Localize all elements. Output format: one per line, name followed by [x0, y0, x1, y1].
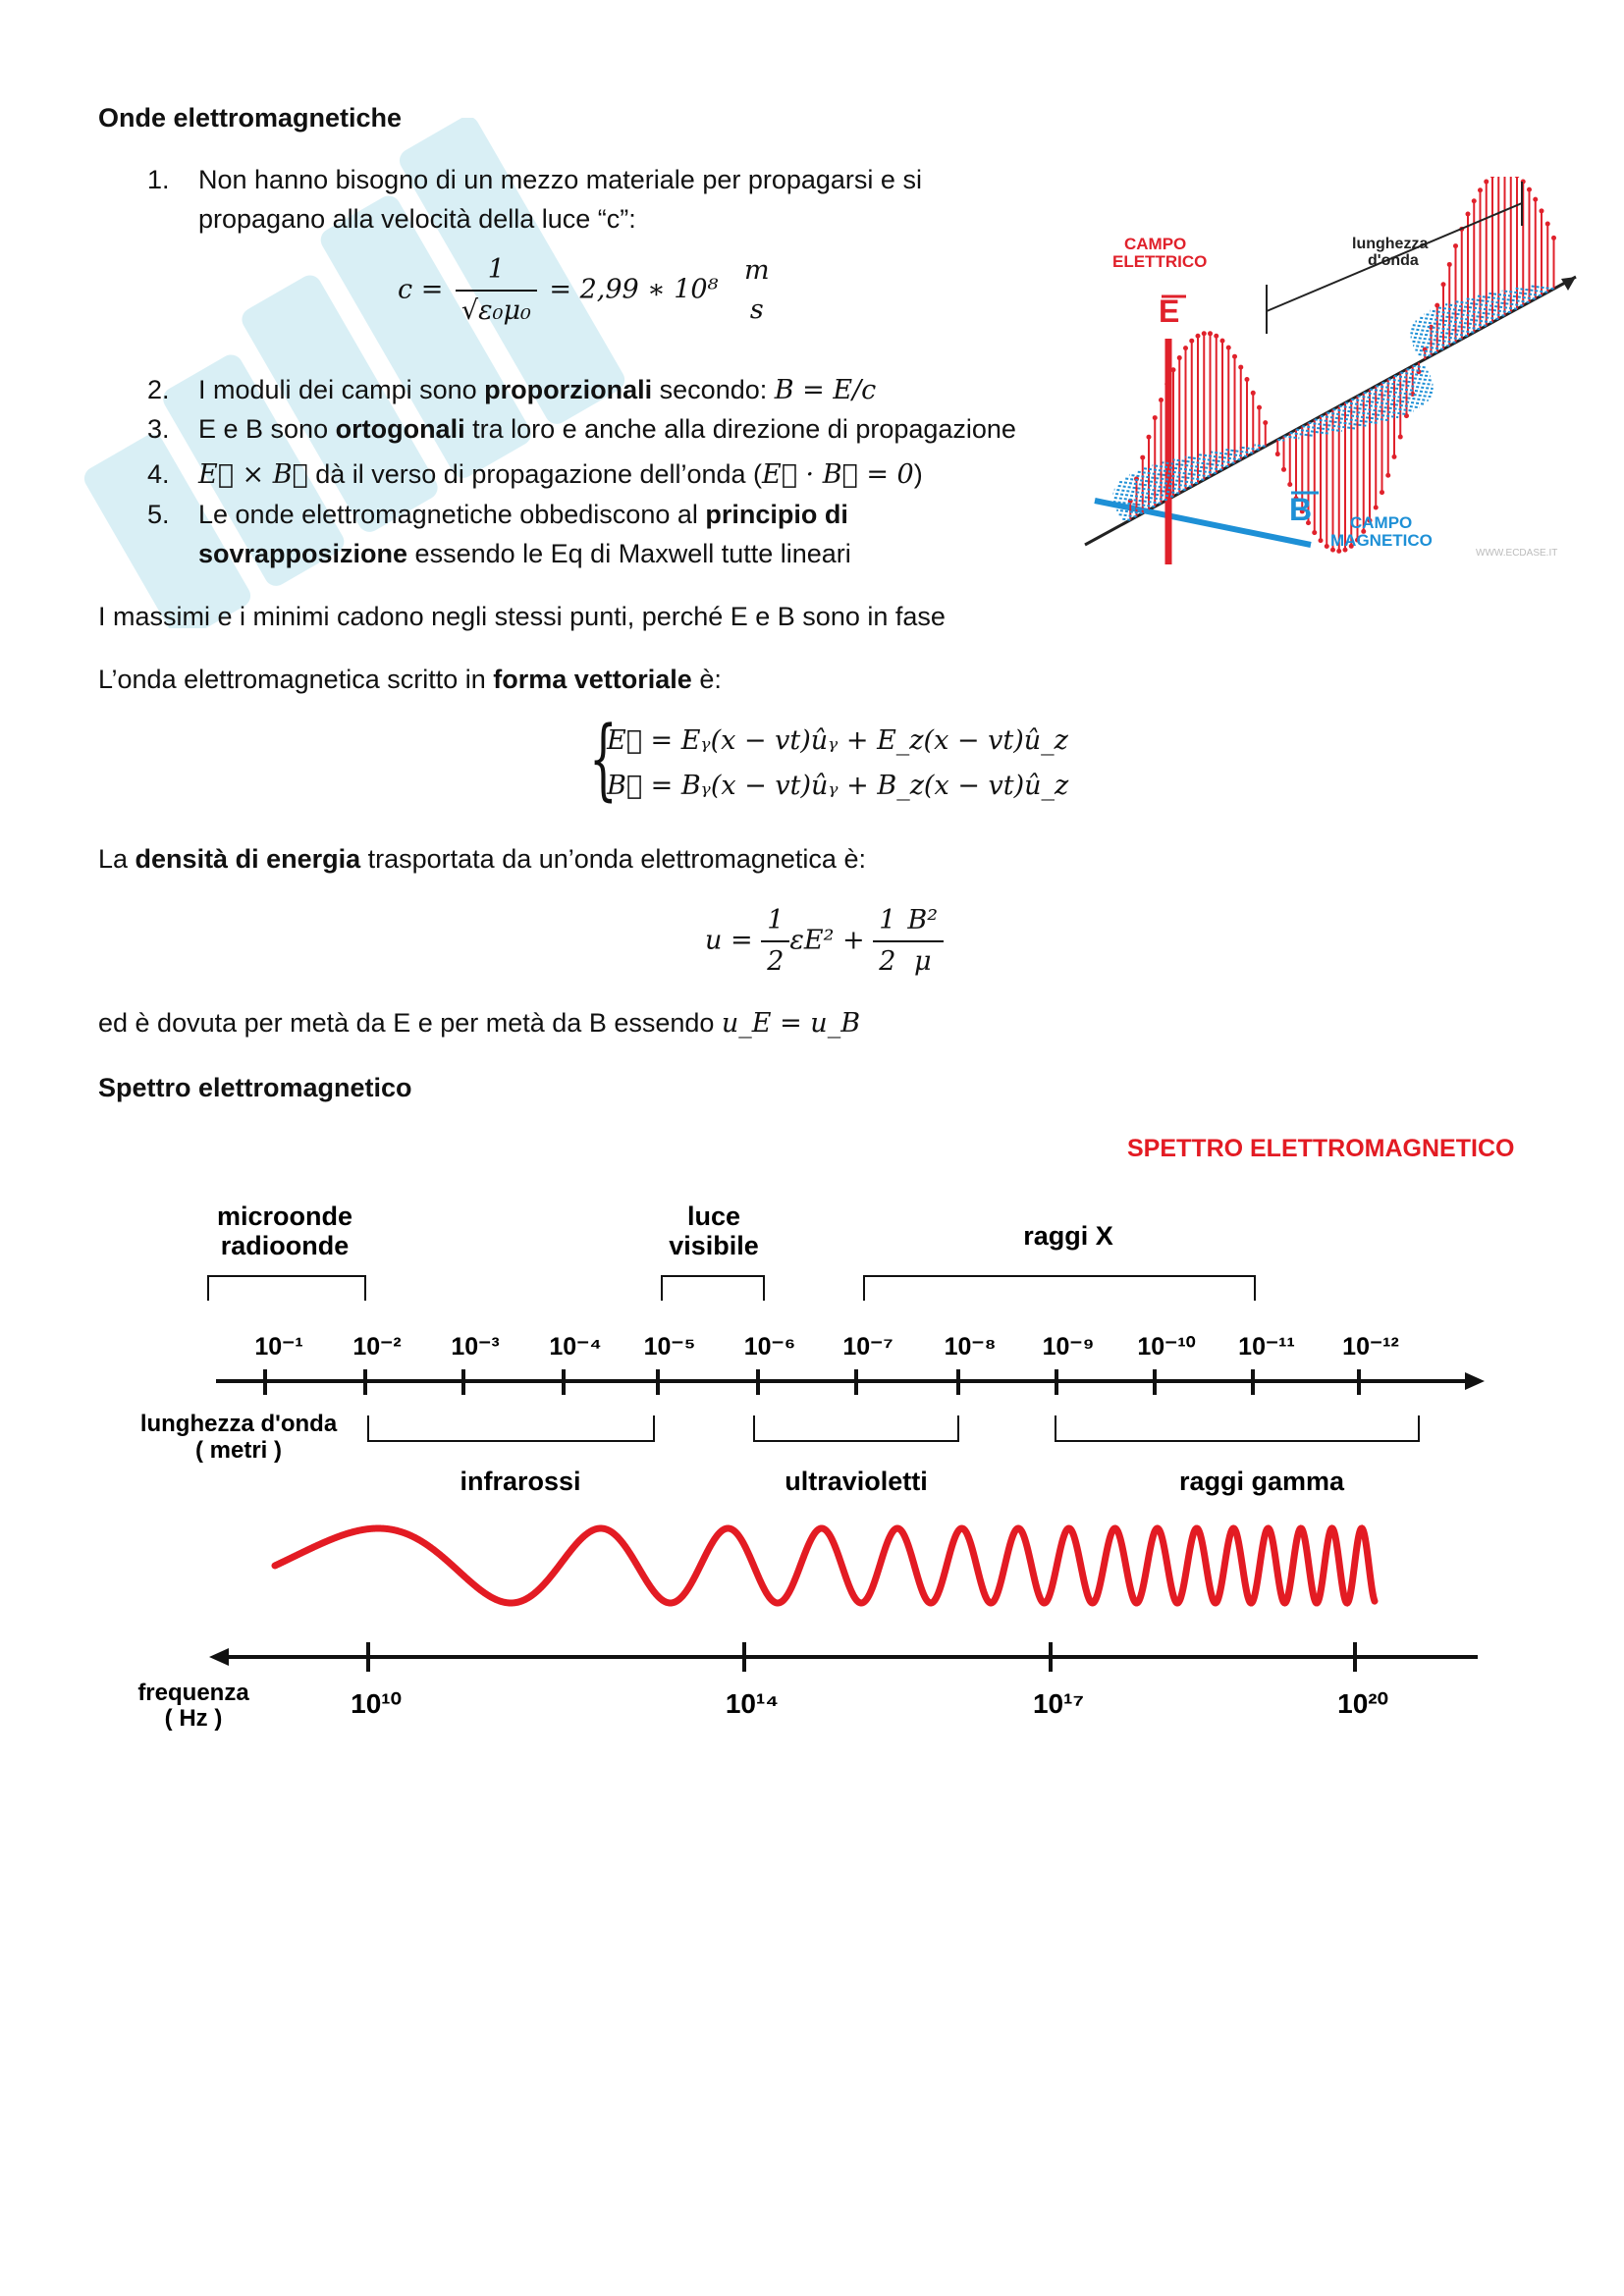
magnetic-vector	[1277, 440, 1284, 441]
campo-magnetico-label: CAMPO	[1350, 513, 1413, 532]
electric-vector-head	[1140, 455, 1145, 460]
group-label-infrarossi: infrarossi	[460, 1467, 581, 1496]
figure-credit: WWW.ECDASE.IT	[1476, 548, 1558, 559]
bracket-luce-visibile	[662, 1276, 764, 1301]
wavelength-tick-label: 10⁻¹²	[1342, 1333, 1399, 1361]
wavelength-tick-label: 10⁻¹¹	[1238, 1333, 1295, 1361]
wavelength-tick-label: 10⁻⁷	[842, 1333, 893, 1361]
wavelength-ticks	[254, 1333, 1399, 1395]
electric-vector-head	[1159, 398, 1164, 402]
energy-equation	[705, 901, 944, 982]
electric-vector-head	[1196, 334, 1201, 339]
wavelength-tick-label: 10⁻¹	[254, 1333, 303, 1361]
fraction-numerator: 1	[873, 901, 901, 942]
magnetic-vector	[1516, 289, 1548, 293]
electric-vector-head	[1385, 473, 1390, 478]
fraction-denominator: 2	[767, 946, 785, 977]
frequency-axis-label: frequenza	[137, 1680, 249, 1706]
text-span: dà il verso di propagazione dell’onda (	[307, 459, 763, 489]
text-span: è:	[691, 665, 722, 694]
em-wave-figure	[1065, 177, 1586, 569]
magnetic-vector	[1413, 366, 1426, 368]
magnetic-vector	[1477, 296, 1530, 302]
electric-vector-head	[1220, 339, 1225, 344]
magnetic-vector	[1415, 321, 1480, 329]
frequency-tick-label: 10²⁰	[1337, 1688, 1388, 1719]
formula-c	[398, 250, 776, 331]
electric-vector-head	[1281, 467, 1286, 472]
campo-elettrico-label: CAMPO	[1124, 235, 1187, 253]
electric-vector-head	[1484, 180, 1489, 185]
electric-vector-head	[1545, 222, 1550, 227]
magnetic-vector	[1424, 314, 1492, 322]
magnetic-vector	[1382, 383, 1434, 389]
electric-vector-head	[1251, 391, 1256, 396]
bracket-microonde	[208, 1276, 365, 1301]
text-span: L’onda elettromagnetica scritto in	[98, 665, 494, 694]
electric-vector-head	[1374, 505, 1379, 509]
electric-vector-head	[1275, 452, 1280, 456]
inline-math: u_E = u_B	[721, 1008, 861, 1039]
electric-vector-head	[1472, 198, 1477, 203]
fraction-numerator: 1	[761, 901, 789, 942]
list-item-text	[198, 495, 848, 534]
bold-span: principio di	[705, 500, 848, 529]
magnetic-vector	[1419, 318, 1486, 326]
group-label-raggi-x: raggi X	[1023, 1221, 1113, 1251]
magnetic-vector	[1239, 448, 1259, 450]
spectrum-figure	[98, 1119, 1551, 1767]
magnetic-vector	[1339, 406, 1407, 414]
wavelength-tick-label: 10⁻²	[352, 1333, 402, 1361]
electric-vector-head	[1183, 346, 1188, 350]
formula-rhs: = 2,99 ∗ 10⁸	[549, 274, 719, 305]
list-number: 1.	[147, 165, 170, 194]
section-heading: Spettro elettromagnetico	[98, 1073, 412, 1102]
bracket-raggi-x	[864, 1276, 1255, 1301]
b-vector-label: B	[1289, 492, 1313, 527]
group-label-raggi-gamma: raggi gamma	[1178, 1467, 1345, 1496]
magnetic-vector	[1144, 468, 1211, 476]
lunghezza-label: d'onda	[1368, 252, 1419, 269]
campo-elettrico-label: ELETTRICO	[1112, 252, 1208, 271]
formula-unit	[738, 251, 776, 330]
paragraph: I massimi e i minimi cadono negli stessi punti, perché E e B sono in fase	[98, 602, 946, 631]
unit-denominator: s	[749, 294, 764, 325]
wavelength-tick-label: 10⁻³	[451, 1333, 500, 1361]
electric-vector-head	[1490, 177, 1495, 178]
frequency-tick-label: 10¹⁰	[351, 1688, 402, 1719]
bold-span: proporzionali	[484, 375, 653, 404]
paragraph	[98, 660, 722, 699]
electric-vector-head	[1515, 177, 1520, 179]
frequency-tick-label: 10¹⁷	[1032, 1688, 1085, 1719]
bold-span: ortogonali	[335, 414, 465, 444]
lunghezza-label: lunghezza	[1352, 236, 1429, 252]
magnetic-vector	[1296, 430, 1328, 434]
vector-equation-b: B⃗ = Bᵧ(x − vt)ûᵧ + B_z(x − vt)û_z	[607, 771, 1069, 801]
fraction	[873, 901, 901, 982]
electric-vector-head	[1392, 454, 1397, 459]
electric-vector-head	[1319, 538, 1324, 543]
inline-math: E⃗ × B⃗	[198, 459, 308, 490]
bracket-infrarossi	[368, 1415, 654, 1441]
list-item-text: Non hanno bisogno di un mezzo materiale per propagarsi e si	[198, 165, 922, 194]
group-label-radioonde: radioonde	[220, 1231, 350, 1260]
frequency-ticks	[351, 1642, 1388, 1719]
list-number: 5.	[147, 500, 170, 529]
text-span: tra loro e anche alla direzione di propagazione	[464, 414, 1016, 444]
magnetic-vector	[1410, 333, 1461, 339]
text-span: trasportata da un’onda elettromagnetica è:	[360, 844, 866, 874]
fraction-denominator: 2	[879, 946, 896, 977]
electric-vector-head	[1177, 355, 1182, 360]
wavelength-tick-label: 10⁻⁹	[1042, 1333, 1095, 1361]
text-span: )	[913, 459, 923, 489]
text-span: Le onde elettromagnetiche obbediscono al	[198, 500, 706, 529]
text-span: ed è dovuta per metà da E e per metà da B essendo	[98, 1008, 722, 1038]
spectrum-wave	[275, 1528, 1375, 1603]
list-item-text	[198, 370, 876, 410]
magnetic-vector	[1437, 307, 1505, 315]
electric-vector-head	[1214, 334, 1218, 339]
text-span: E e B sono	[198, 414, 336, 444]
wavelength-axis-label: lunghezza d'onda	[139, 1411, 338, 1437]
electric-field-vectors	[1128, 177, 1556, 554]
list-number: 2.	[147, 375, 170, 404]
list-number: 4.	[147, 459, 170, 489]
list-item-text: propagano alla velocità della luce “c”:	[198, 204, 636, 234]
group-label-microonde: microonde	[216, 1201, 353, 1231]
formula-lhs: c =	[398, 274, 444, 305]
magnetic-vector	[1315, 419, 1368, 425]
list-item-text	[198, 409, 1016, 449]
electric-vector-head	[1257, 405, 1262, 410]
curly-brace: {	[589, 708, 618, 811]
electric-vector-head	[1208, 331, 1213, 336]
fraction-denominator: μ	[913, 946, 932, 977]
electric-vector-head	[1527, 187, 1532, 192]
list-item-text	[198, 454, 923, 495]
wavelength-tick-label: 10⁻⁵	[643, 1333, 696, 1361]
electric-vector-head	[1551, 236, 1556, 240]
magnetic-vector	[1119, 482, 1185, 490]
list-item-text	[198, 534, 851, 573]
spectrum-title: SPETTRO ELETTROMAGNETICO	[1127, 1135, 1515, 1162]
wavelength-axis-unit: ( metri )	[194, 1437, 283, 1464]
electric-vector-head	[1147, 435, 1152, 440]
wavelength-tick-label: 10⁻⁸	[944, 1333, 997, 1361]
magnetic-vector	[1123, 478, 1191, 486]
electric-vector-head	[1189, 339, 1194, 344]
formula-fraction	[456, 250, 537, 331]
fraction	[761, 901, 789, 982]
text-span: secondo:	[652, 375, 775, 404]
electric-vector-head	[1164, 382, 1169, 387]
electric-vector-head	[1447, 262, 1452, 267]
campo-magnetico-label: MAGNETICO	[1330, 531, 1433, 550]
magnetic-vector	[1413, 346, 1443, 349]
electric-vector-head	[1540, 208, 1544, 213]
electric-vector-head	[1226, 346, 1231, 350]
inline-math: B = E/c	[774, 375, 877, 405]
magnetic-vector	[1351, 400, 1420, 407]
electric-vector-head	[1398, 435, 1403, 440]
text-span: La	[98, 844, 135, 874]
group-label-ultravioletti: ultravioletti	[785, 1467, 928, 1496]
bold-span: forma vettoriale	[493, 665, 692, 694]
vector-equation-e: E⃗ = Eᵧ(x − vt)ûᵧ + E_z(x − vt)û_z	[607, 725, 1068, 756]
magnetic-vector	[1407, 369, 1429, 372]
frequency-tick-label: 10¹⁴	[725, 1688, 780, 1719]
electric-vector-head	[1245, 377, 1250, 382]
electric-vector-head	[1312, 530, 1317, 535]
group-label-visibile: visibile	[669, 1231, 759, 1260]
magnetic-vector	[1400, 373, 1431, 377]
formula-lhs: u =	[705, 925, 753, 956]
electric-vector-head	[1238, 365, 1243, 370]
inline-math: E⃗ · B⃗ = 0	[762, 459, 914, 490]
magnetic-vector	[1364, 393, 1429, 400]
magnetic-vector	[1415, 349, 1436, 352]
bold-span: sovrapposizione	[198, 539, 408, 568]
bracket-ultravioletti	[754, 1415, 958, 1441]
electric-vector-head	[1441, 282, 1446, 287]
magnetic-vector	[1119, 514, 1137, 516]
magnetic-vector	[1255, 445, 1266, 446]
fraction-numerator: B²	[901, 901, 944, 942]
paragraph	[98, 839, 866, 879]
fraction	[901, 901, 944, 982]
electric-vector-head	[1171, 367, 1176, 372]
magnetic-vector	[1418, 354, 1432, 356]
group-label-luce: luce	[686, 1201, 741, 1231]
wavelength-tick-label: 10⁻¹⁰	[1137, 1333, 1196, 1361]
fraction-denominator: √ε₀μ₀	[460, 295, 531, 326]
magnetic-vector	[1430, 311, 1498, 319]
electric-vector-head	[1380, 490, 1384, 495]
paragraph	[98, 1003, 860, 1043]
frequency-axis-unit: ( Hz )	[164, 1705, 223, 1732]
formula-middle: εE² +	[789, 925, 865, 956]
e-vector-label: E	[1159, 294, 1180, 329]
electric-vector-head	[1325, 544, 1329, 549]
electric-vector-head	[1478, 187, 1483, 192]
electric-vector-head	[1153, 415, 1158, 420]
electric-vector-head	[1263, 420, 1268, 425]
wavelength-axis-arrow	[1465, 1372, 1485, 1390]
magnetic-vector	[1121, 519, 1130, 520]
electric-vector-head	[1202, 331, 1207, 336]
section-heading: Onde elettromagnetiche	[98, 103, 403, 133]
unit-numerator: m	[744, 255, 770, 286]
magnetic-vector	[1358, 396, 1425, 403]
text-span: I moduli dei campi sono	[198, 375, 485, 404]
magnetic-vector	[1345, 402, 1414, 410]
wavelength-tick-label: 10⁻⁴	[549, 1333, 602, 1361]
electric-vector-head	[1453, 243, 1458, 248]
list-number: 3.	[147, 414, 170, 444]
electric-vector-head	[1533, 197, 1538, 202]
fraction-numerator: 1	[456, 250, 537, 292]
bracket-raggi-gamma	[1056, 1415, 1419, 1441]
electric-vector-head	[1287, 482, 1292, 487]
electric-vector-head	[1232, 354, 1237, 359]
bold-span: densità di energia	[135, 844, 361, 874]
text-span: essendo le Eq di Maxwell tutte lineari	[407, 539, 851, 568]
wavelength-tick-label: 10⁻⁶	[743, 1333, 796, 1361]
electric-vector-head	[1466, 211, 1471, 216]
magnetic-vector	[1129, 475, 1198, 483]
frequency-axis-arrow	[209, 1648, 229, 1666]
